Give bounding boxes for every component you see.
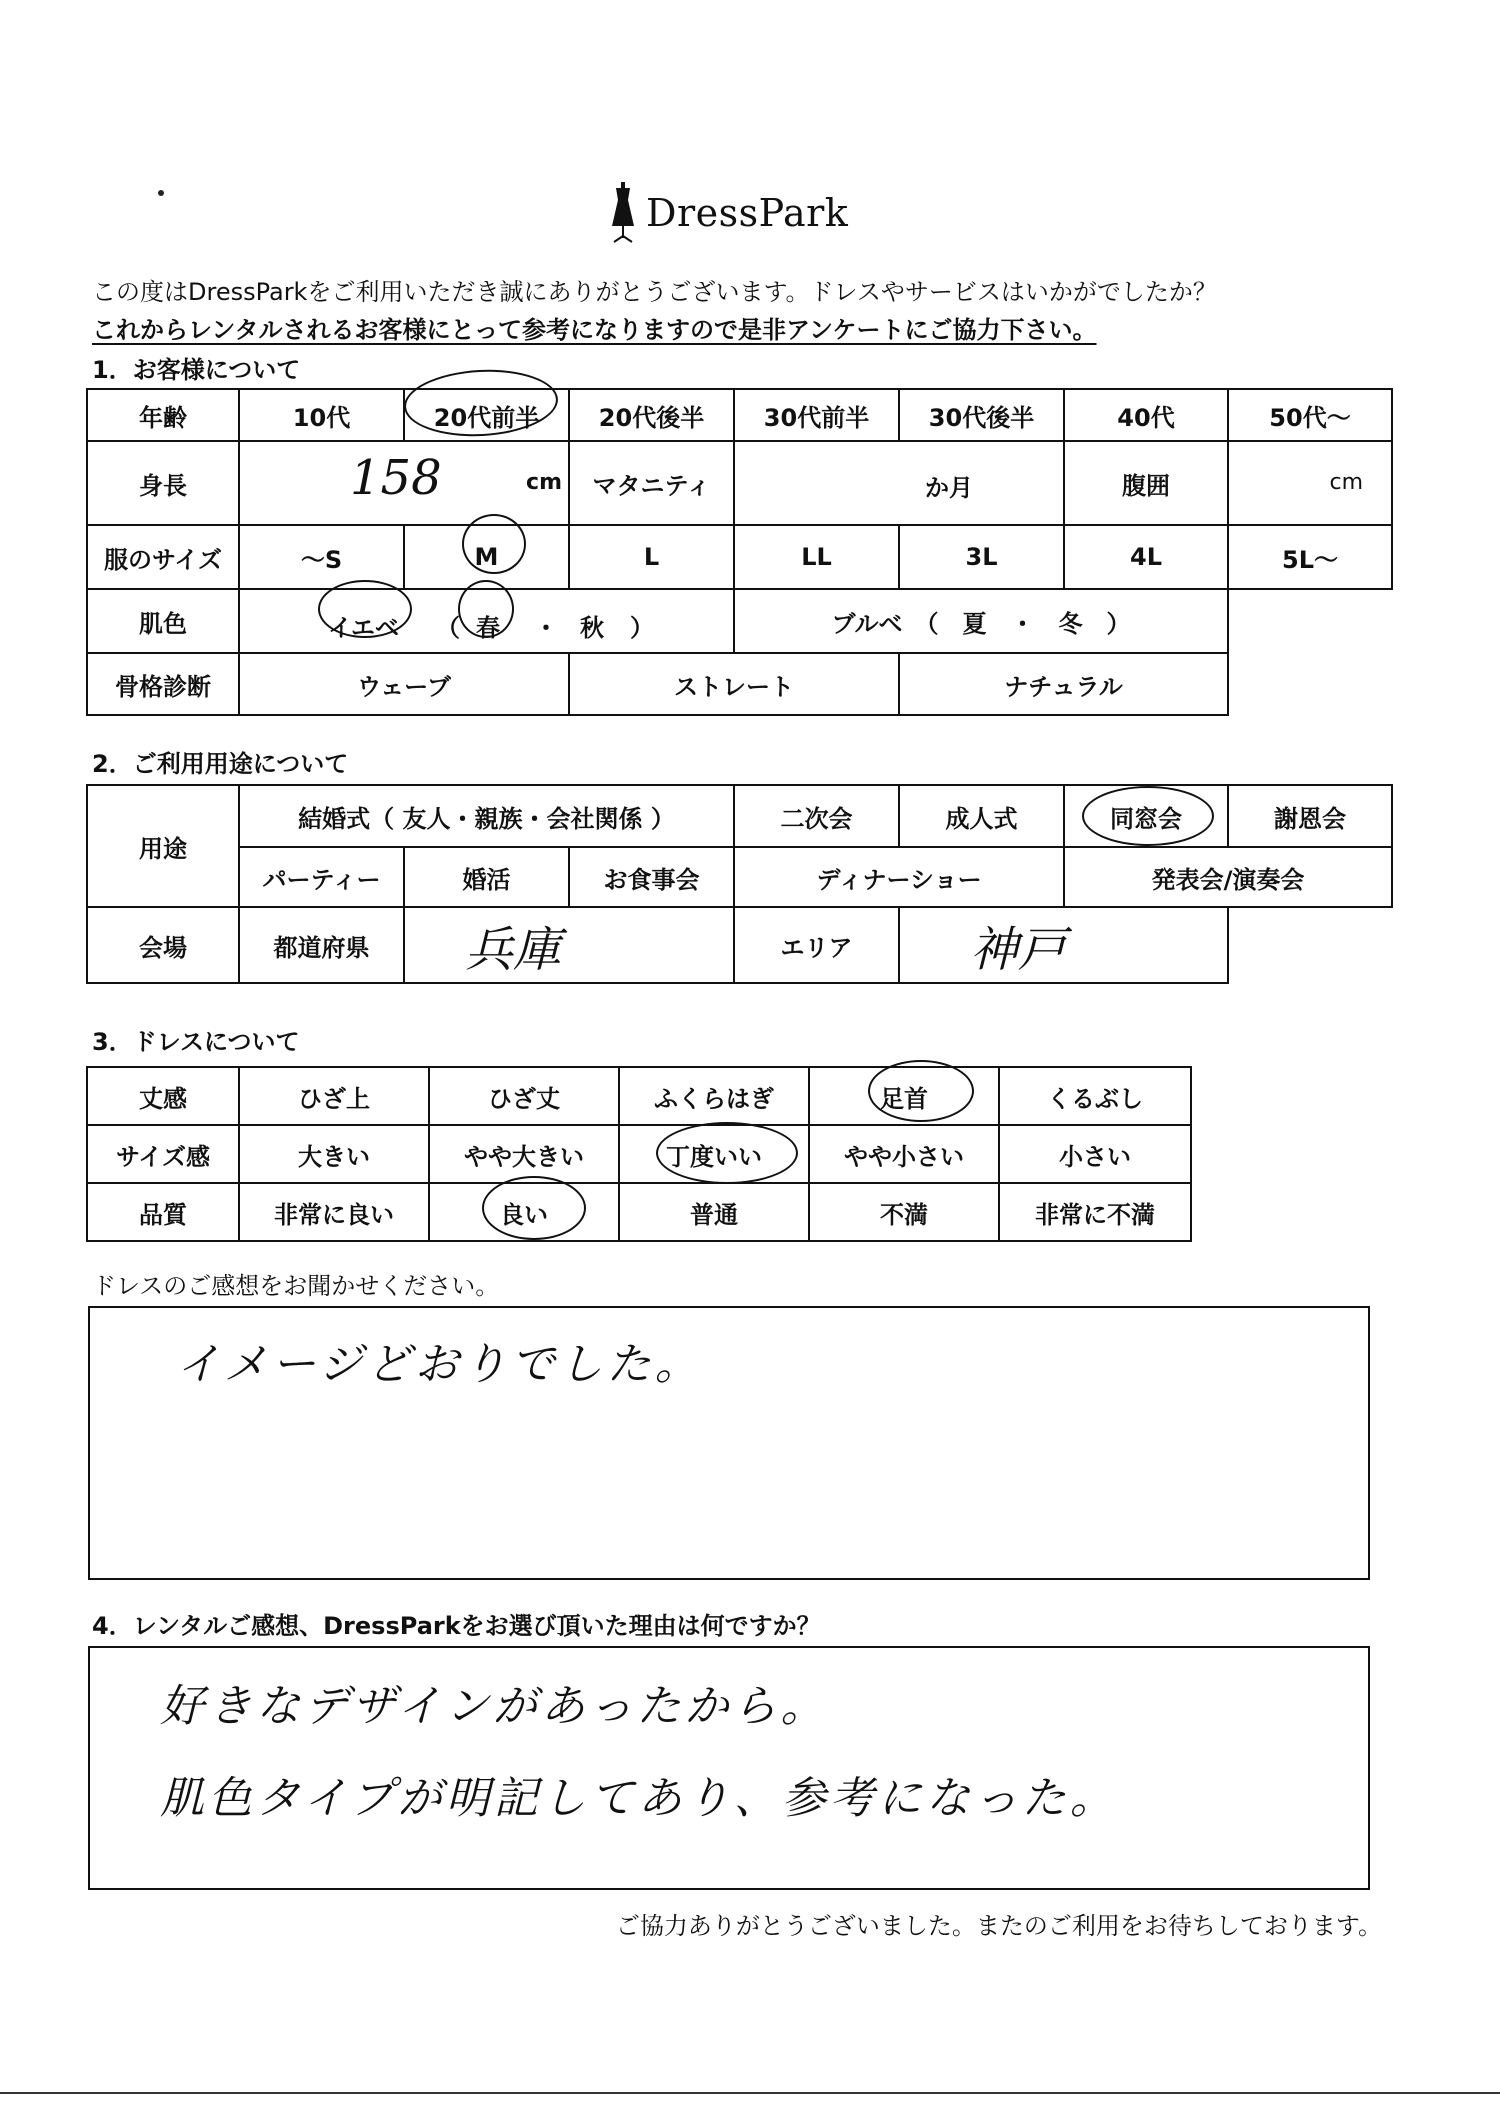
size-option[interactable]: 5L～	[1228, 525, 1392, 589]
circle-mark-yellow	[318, 580, 412, 638]
frame-option[interactable]: ナチュラル	[899, 653, 1228, 715]
venue-label: 会場	[87, 907, 239, 983]
age-option[interactable]: 20代後半	[569, 389, 734, 441]
size-option[interactable]: L	[569, 525, 734, 589]
prefecture-value: 兵庫	[465, 921, 562, 978]
maternity-month-unit: か月	[925, 474, 973, 502]
circle-mark-purpose	[1082, 786, 1214, 846]
dress-option[interactable]: 足首	[809, 1067, 999, 1125]
age-option[interactable]: 20代前半	[404, 389, 569, 441]
age-option[interactable]: 50代～	[1228, 389, 1392, 441]
size-option[interactable]: 3L	[899, 525, 1064, 589]
paren-close: ）	[630, 614, 654, 642]
dress-row	[87, 1067, 1191, 1125]
reason-line-1: 好きなデザインがあったから。	[160, 1681, 829, 1732]
purpose-option[interactable]: ディナーショー	[734, 847, 1064, 907]
frame-label: 骨格診断	[87, 653, 239, 715]
dress-row-label: 品質	[87, 1183, 239, 1241]
reason-line-2: 肌色タイプが明記してあり、参考になった。	[160, 1773, 1118, 1824]
dress-option[interactable]: くるぶし	[999, 1067, 1191, 1125]
dress-option[interactable]: やや大きい	[429, 1125, 619, 1183]
belly-label: 腹囲	[1064, 441, 1228, 525]
stray-dot	[158, 190, 164, 196]
circle-mark-size	[462, 514, 526, 574]
dress-row	[87, 1183, 1191, 1241]
dress-option[interactable]: やや小さい	[809, 1125, 999, 1183]
size-label: 服のサイズ	[87, 525, 239, 589]
purpose-row-2	[87, 847, 1392, 907]
section4-title: 4．レンタルご感想、DressParkをお選び頂いた理由は何ですか？	[92, 1612, 821, 1640]
section3-title: 3．ドレスについて	[92, 1028, 300, 1056]
dress-option[interactable]: 丁度いい	[619, 1125, 809, 1183]
impression-text: イメージどおりでした。	[176, 1339, 703, 1390]
dress-option[interactable]: 大きい	[239, 1125, 429, 1183]
blank-cell	[1228, 907, 1392, 983]
age-row	[87, 389, 1392, 441]
purpose-option[interactable]: 成人式	[899, 785, 1064, 847]
dress-form-icon	[610, 182, 636, 244]
dress-row-label: 丈感	[87, 1067, 239, 1125]
age-option[interactable]: 40代	[1064, 389, 1228, 441]
purpose-option[interactable]: 婚活	[404, 847, 569, 907]
age-option[interactable]: 30代後半	[899, 389, 1064, 441]
intro-line-2: これからレンタルされるお客様にとって参考になりますので是非アンケートにご協力下さい。	[92, 316, 1097, 344]
age-option[interactable]: 30代前半	[734, 389, 899, 441]
skin-label: 肌色	[87, 589, 239, 653]
skin-row	[87, 589, 1392, 653]
circle-mark-fit	[656, 1122, 798, 1184]
dress-row-label: サイズ感	[87, 1125, 239, 1183]
bottom-scan-line	[0, 2092, 1500, 2094]
height-row	[87, 441, 1392, 525]
size-option[interactable]: 4L	[1064, 525, 1228, 589]
frame-option[interactable]: ウェーブ	[239, 653, 569, 715]
area-field[interactable]	[899, 907, 1228, 983]
paren-open: （	[436, 614, 460, 642]
dress-option[interactable]: 不満	[809, 1183, 999, 1241]
thanks-message: ご協力ありがとうございました。またのご利用をお待ちしております。	[615, 1912, 1382, 1940]
purpose-option[interactable]: 結婚式（ 友人・親族・会社関係 ）	[239, 785, 734, 847]
purpose-option[interactable]: パーティー	[239, 847, 404, 907]
blank-cell	[1228, 653, 1392, 715]
section1-title: 1．お客様について	[92, 356, 301, 384]
blank-cell	[1228, 589, 1392, 653]
prefecture-label: 都道府県	[239, 907, 404, 983]
yellow-base-option[interactable]: イエベ	[328, 614, 400, 642]
dress-option[interactable]: ひざ丈	[429, 1067, 619, 1125]
area-value: 神戸	[970, 921, 1067, 978]
frame-row	[87, 653, 1392, 715]
belly-unit: cm	[1329, 470, 1363, 495]
dress-option[interactable]: 普通	[619, 1183, 809, 1241]
frame-option[interactable]: ストレート	[569, 653, 899, 715]
dot-separator: ・	[534, 614, 558, 642]
autumn-option[interactable]: 秋	[580, 614, 604, 642]
logo-text: DressPark	[646, 191, 849, 235]
section2-title: 2．ご利用用途について	[92, 750, 349, 778]
venue-row	[87, 907, 1392, 983]
height-value: 158	[350, 450, 442, 506]
spring-option[interactable]: 春	[476, 614, 500, 642]
belly-field[interactable]	[1228, 441, 1392, 525]
dress-option[interactable]: 非常に不満	[999, 1183, 1191, 1241]
customer-table	[86, 388, 1393, 716]
age-label: 年齢	[87, 389, 239, 441]
age-option[interactable]: 10代	[239, 389, 404, 441]
circle-mark-quality	[482, 1176, 586, 1240]
maternity-field[interactable]	[734, 441, 1064, 525]
purpose-option[interactable]: 同窓会	[1064, 785, 1228, 847]
blue-base-field[interactable]: ブルベ （ 夏 ・ 冬 ）	[734, 589, 1228, 653]
maternity-label: マタニティ	[569, 441, 734, 525]
circle-mark-length	[868, 1060, 974, 1122]
dress-row	[87, 1125, 1191, 1183]
height-field[interactable]	[239, 441, 569, 525]
purpose-option[interactable]: 発表会/演奏会	[1064, 847, 1392, 907]
intro-line-1: この度はDressParkをご利用いただき誠にありがとうございます。ドレスやサービスはいかがでしたか？	[92, 278, 1217, 306]
circle-mark-spring	[458, 580, 514, 638]
size-option[interactable]: LL	[734, 525, 899, 589]
purpose-option[interactable]: 謝恩会	[1228, 785, 1392, 847]
size-option[interactable]: ～S	[239, 525, 404, 589]
prefecture-field[interactable]	[404, 907, 734, 983]
size-row	[87, 525, 1392, 589]
dress-option[interactable]: 良い	[429, 1183, 619, 1241]
dress-option[interactable]: 小さい	[999, 1125, 1191, 1183]
area-label: エリア	[734, 907, 899, 983]
dress-table	[86, 1066, 1192, 1242]
purpose-label: 用途	[87, 785, 239, 907]
impression-title: ドレスのご感想をお聞かせください。	[92, 1272, 500, 1300]
size-option[interactable]: M	[404, 525, 569, 589]
height-label: 身長	[87, 441, 239, 525]
height-unit: cm	[526, 470, 562, 495]
purpose-option[interactable]: 二次会	[734, 785, 899, 847]
logo	[610, 168, 848, 258]
dress-option[interactable]: ふくらはぎ	[619, 1067, 809, 1125]
dress-option[interactable]: 非常に良い	[239, 1183, 429, 1241]
purpose-option[interactable]: お食事会	[569, 847, 734, 907]
dress-option[interactable]: ひざ上	[239, 1067, 429, 1125]
